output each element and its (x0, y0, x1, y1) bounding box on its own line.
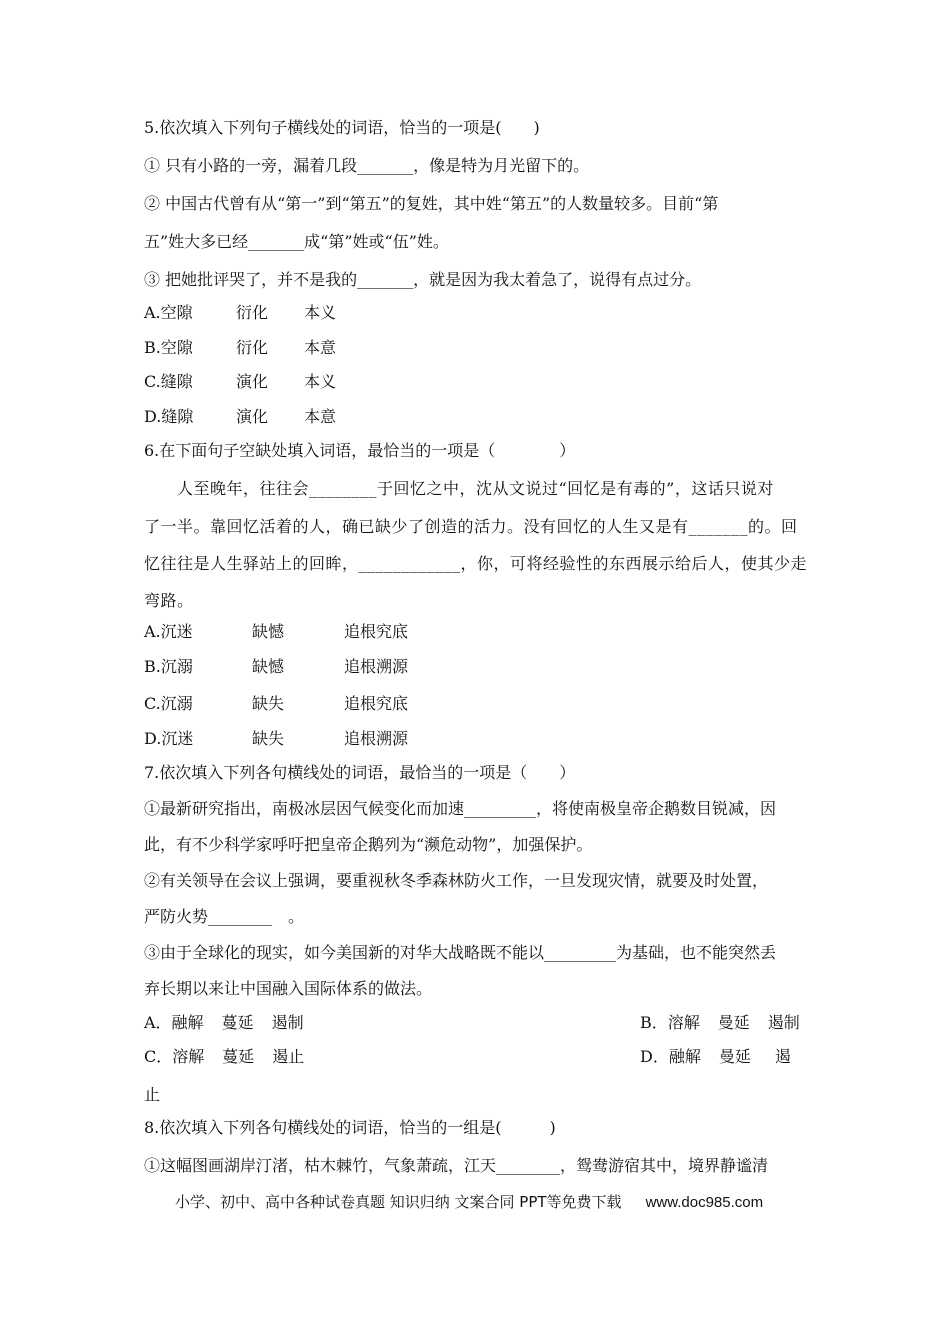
q5-option-b: B.空隙 衍化 本意 (144, 338, 337, 357)
q7-sentence-2b: 严防火势________ 。 (144, 907, 305, 926)
q7-option-b: B．溶解 曼延 遏制 (640, 1013, 800, 1032)
q6-passage-line-2: 了一半。靠回忆活着的人，确已缺少了创造的活力。没有回忆的人生又是有_______的。回 (144, 517, 798, 536)
q8-stem: 8.依次填入下列各句横线处的词语，恰当的一组是( ) (144, 1118, 556, 1137)
q5-sentence-1: ① 只有小路的一旁，漏着几段_______，像是特为月光留下的。 (144, 156, 590, 175)
q7-sentence-3b: 弃长期以来让中国融入国际体系的做法。 (144, 979, 433, 998)
q6-stem: 6.在下面句子空缺处填入词语，最恰当的一项是（ ） (144, 441, 576, 460)
q7-option-a: A．融解 蔓延 遏制 (144, 1013, 304, 1032)
q6-passage-line-4: 弯路。 (144, 591, 194, 610)
q5-option-a: A.空隙 衍化 本义 (144, 303, 337, 322)
q7-sentence-2a: ②有关领导在会议上强调，要重视秋冬季森林防火工作，一旦发现灾情，就要及时处置， (144, 871, 769, 890)
q6-option-b: B.沉溺 缺憾 追根溯源 (144, 657, 409, 676)
q6-passage-line-3: 忆往往是人生驿站上的回眸，____________，你，可将经验性的东西展示给后人，使其少走 (144, 554, 808, 573)
q6-passage-line-1: 人至晚年，往往会________于回忆之中，沈从文说过“回忆是有毒的”，这话只说对 (144, 479, 774, 498)
q5-sentence-2a: ② 中国古代曾有从“第一”到“第五”的复姓，其中姓“第五”的人数量较多。目前“第 (144, 194, 719, 213)
q6-option-c: C.沉溺 缺失 追根究底 (144, 694, 409, 713)
footer-url[interactable]: www.doc985.com (645, 1194, 764, 1211)
q6-option-d: D.沉迷 缺失 追根溯源 (144, 729, 409, 748)
q5-stem: 5.依次填入下列句子横线处的词语，恰当的一项是( ) (144, 118, 540, 137)
q5-sentence-3: ③ 把她批评哭了，并不是我的_______，就是因为我太着急了，说得有点过分。 (144, 270, 702, 289)
footer (175, 1192, 763, 1213)
q7-sentence-1b: 此，有不少科学家呼吁把皇帝企鹅列为“濒危动物”，加强保护。 (144, 835, 593, 854)
q6-option-a: A.沉迷 缺憾 追根究底 (144, 622, 409, 641)
q7-option-d: D．融解 曼延 遏 (640, 1047, 791, 1066)
q5-option-d: D.缝隙 演化 本意 (144, 407, 337, 426)
q7-option-d-wrap: 止 (144, 1085, 161, 1104)
q7-sentence-3a: ③由于全球化的现实，如今美国新的对华大战略既不能以_________为基础，也不能突然丢 (144, 943, 777, 962)
q5-option-c: C.缝隙 演化 本义 (144, 372, 337, 391)
q7-option-c: C．溶解 蔓延 遏止 (144, 1047, 305, 1066)
q7-stem: 7.依次填入下列各句横线处的词语，最恰当的一项是（ ） (144, 763, 576, 782)
q5-sentence-2b: 五”姓大多已经_______成“第”姓或“伍”姓。 (144, 232, 449, 251)
footer-text: 小学、初中、高中各种试卷真题 知识归纳 文案合同 PPT等免费下载 (175, 1193, 622, 1211)
q8-sentence-1: ①这幅图画湖岸汀渚，枯木棘竹，气象萧疏，江天________，鸳鸯游宿其中，境界静谧清 (144, 1156, 769, 1175)
q7-sentence-1a: ①最新研究指出，南极冰层因气候变化而加速_________，将使南极皇帝企鹅数目锐减，因 (144, 799, 777, 818)
